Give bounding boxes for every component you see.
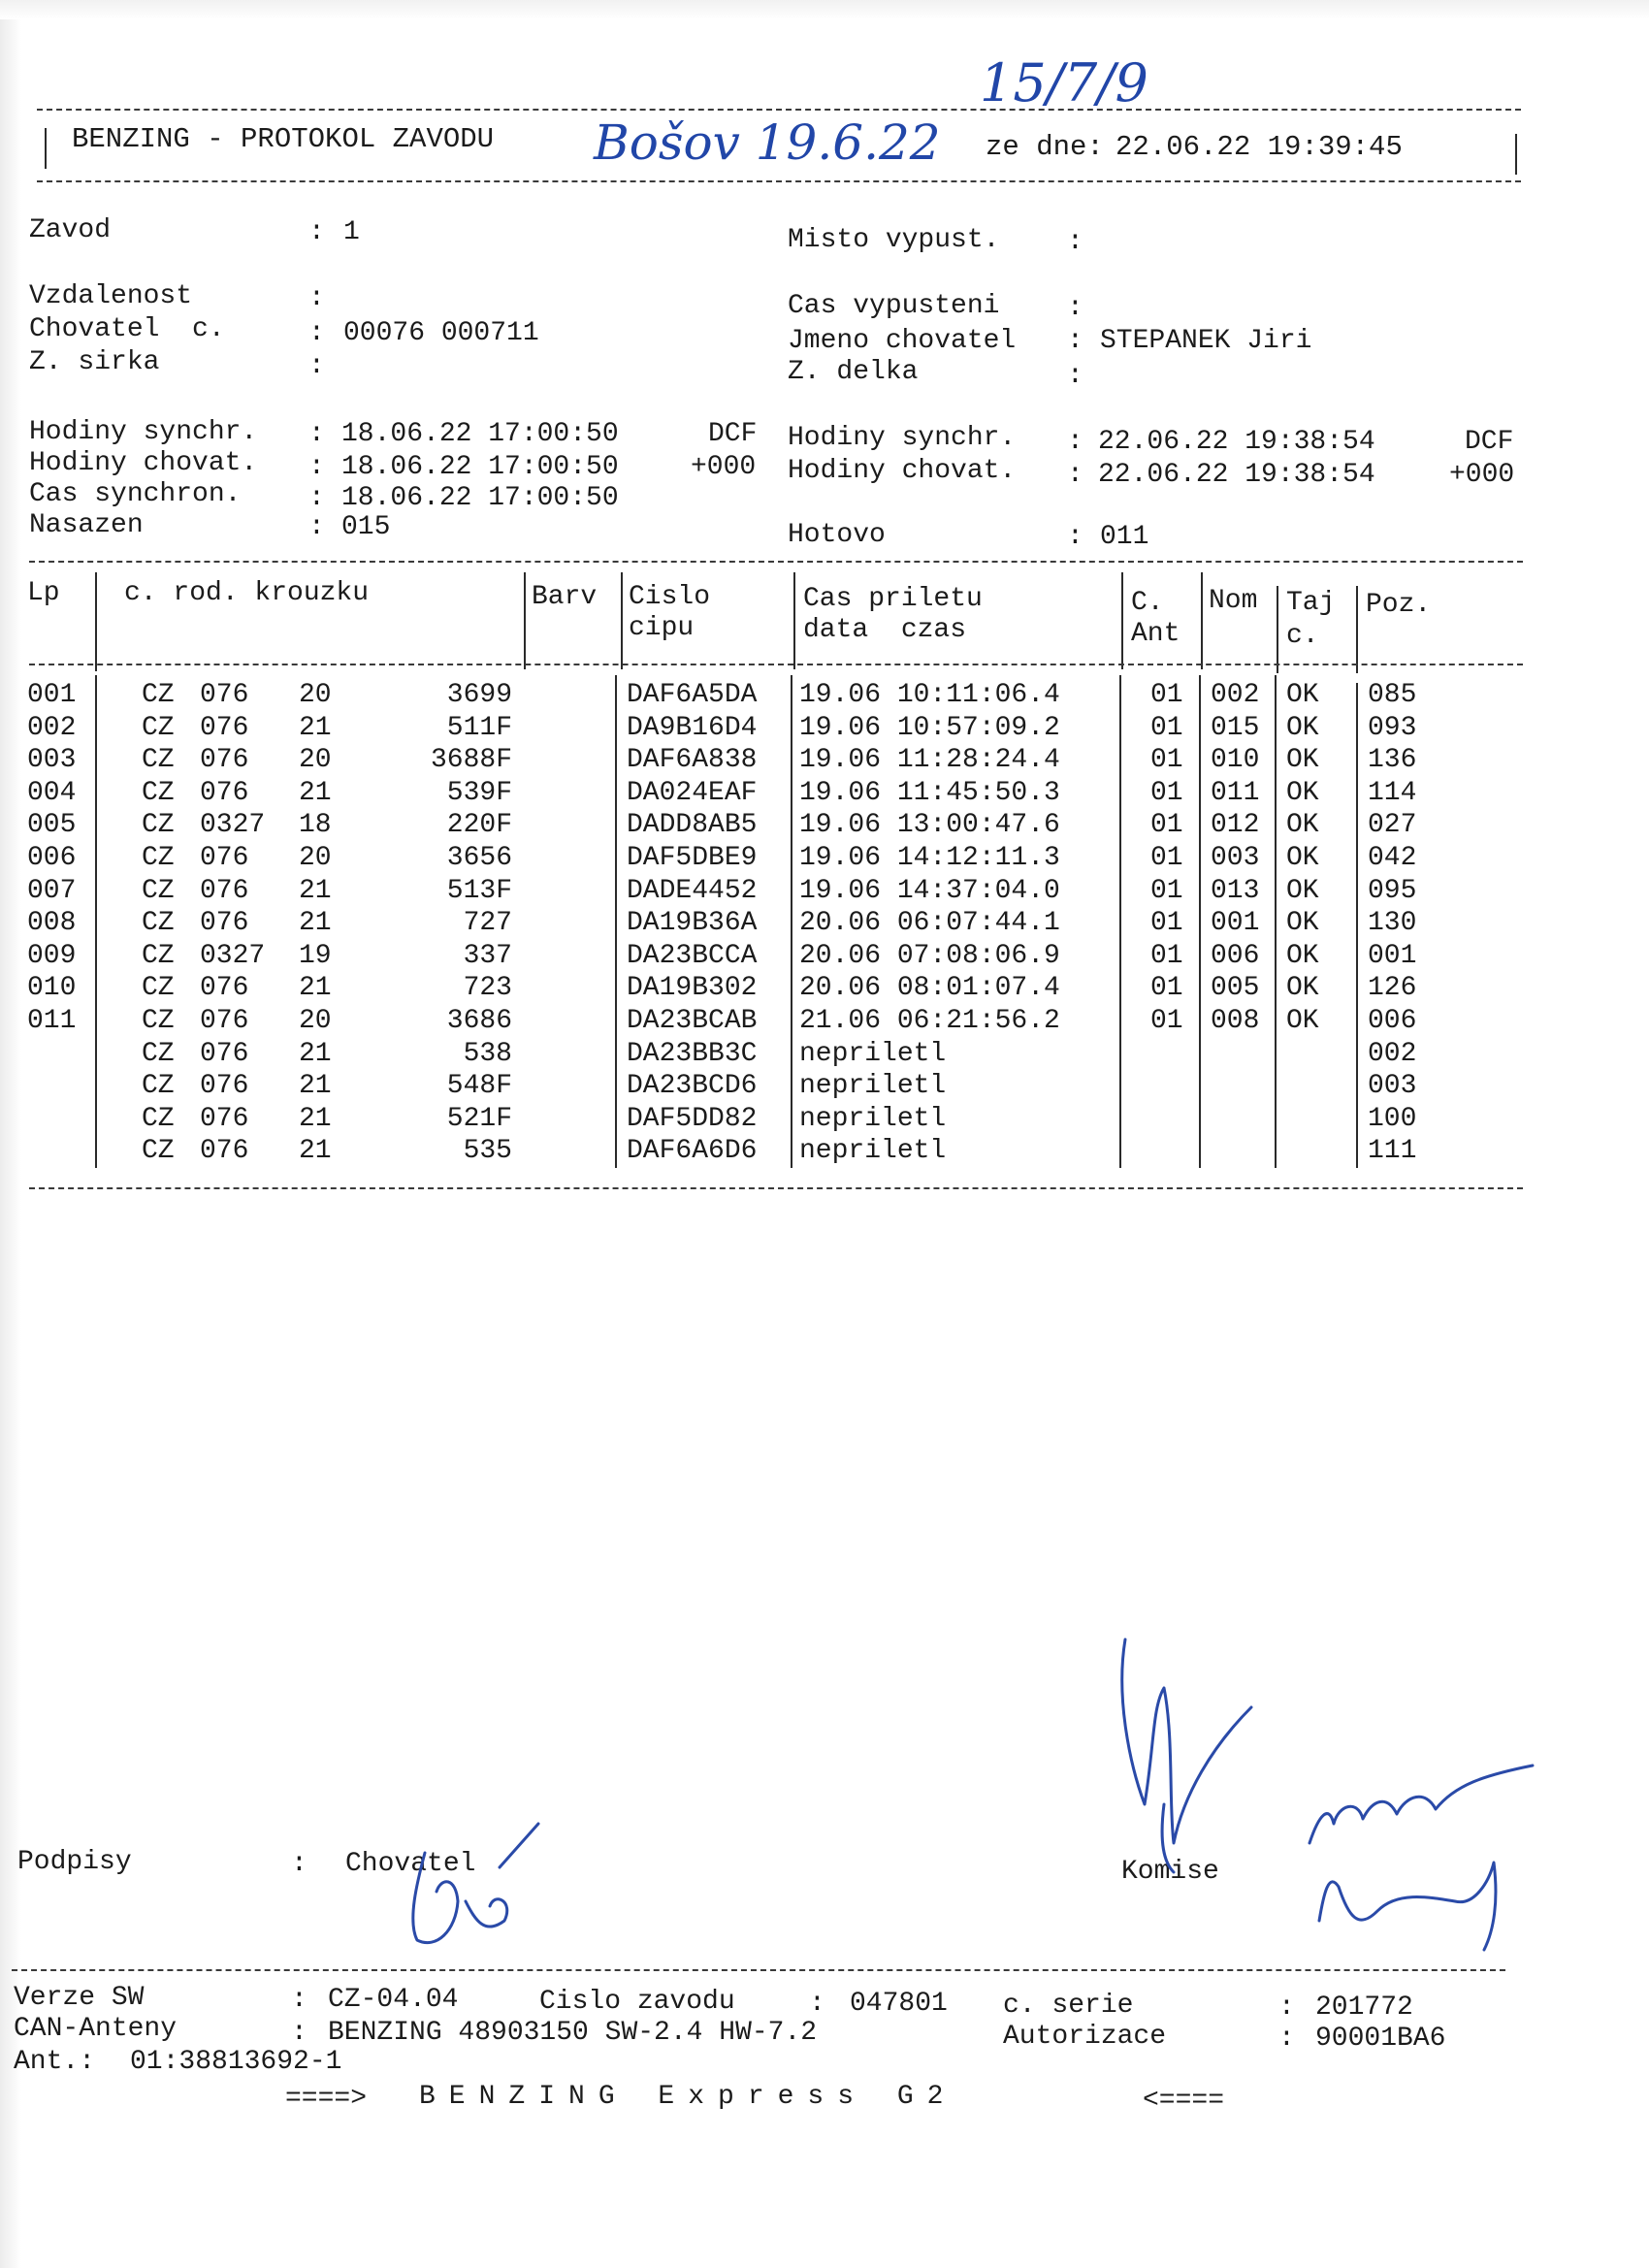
cell-ring: 3699 — [446, 680, 512, 710]
cell-ring: 220F — [446, 810, 512, 841]
cell-taj: OK — [1286, 745, 1319, 776]
hod-chovat-label: Hodiny chovat. — [29, 448, 258, 478]
cell-poz: 095 — [1368, 875, 1417, 906]
cell-chip: DAF6A6D6 — [627, 1136, 758, 1167]
cell-nom: 005 — [1211, 973, 1260, 1004]
cell-poz: 002 — [1368, 1038, 1417, 1069]
colon: : — [1067, 427, 1083, 457]
colon: : — [308, 512, 325, 542]
hod-chovat-right-label: Hodiny chovat. — [788, 456, 1017, 486]
cell-org: 076 — [200, 680, 249, 710]
cell-org: 076 — [200, 973, 249, 1004]
hod-synchr-right-label: Hodiny synchr. — [788, 423, 1017, 453]
cell-ant: 01 — [1150, 875, 1183, 906]
cell-country: CZ — [142, 810, 175, 841]
cell-year: 20 — [299, 680, 332, 710]
cell-nom: 013 — [1211, 875, 1260, 906]
cell-arrival: nepriletl — [799, 1071, 947, 1102]
header-chip-2: cipu — [629, 613, 695, 643]
cell-poz: 126 — [1368, 973, 1417, 1004]
cell-arrival: nepriletl — [799, 1038, 947, 1069]
autorizace-label: Autorizace — [1003, 2022, 1167, 2052]
nasazen-label: Nasazen — [29, 510, 144, 540]
vzdalenost-label: Vzdalenost — [29, 281, 193, 311]
signature-chovatel-label: Chovatel — [345, 1849, 476, 1879]
cell-year: 18 — [299, 810, 332, 841]
cell-year: 21 — [299, 1038, 332, 1069]
cell-lp: 003 — [27, 745, 77, 776]
cell-country: CZ — [142, 745, 175, 776]
ant-value: 01:38813692-1 — [130, 2047, 342, 2077]
cell-country: CZ — [142, 1038, 175, 1069]
cell-poz: 093 — [1368, 712, 1417, 743]
cell-lp: 011 — [27, 1006, 77, 1036]
cell-org: 0327 — [200, 940, 266, 971]
cell-year: 21 — [299, 973, 332, 1004]
hod-synchr-label: Hodiny synchr. — [29, 417, 258, 447]
colon: : — [1067, 522, 1083, 552]
cell-lp: 004 — [27, 777, 77, 808]
colon: : — [291, 2018, 307, 2048]
date-value: 22.06.22 19:39:45 — [1116, 131, 1403, 163]
cas-synchron-label: Cas synchron. — [29, 479, 242, 509]
cell-ring: 521F — [446, 1103, 512, 1134]
cell-ant: 01 — [1150, 908, 1183, 939]
cell-lp: 006 — [27, 843, 77, 873]
cell-poz: 136 — [1368, 745, 1417, 776]
cell-ant: 01 — [1150, 843, 1183, 873]
cislo-zavodu-label: Cislo zavodu — [539, 1987, 735, 2017]
cislo-zavodu-value: 047801 — [850, 1989, 948, 2019]
cell-country: CZ — [142, 1006, 175, 1036]
header-poz: Poz. — [1366, 590, 1432, 620]
cell-lp: 009 — [27, 940, 77, 971]
cell-lp: 001 — [27, 680, 77, 710]
cell-org: 076 — [200, 843, 249, 873]
cell-year: 21 — [299, 777, 332, 808]
cell-nom: 010 — [1211, 745, 1260, 776]
hod-synchr-src: DCF — [708, 419, 758, 449]
signature-chovatel — [413, 1824, 538, 1943]
cell-country: CZ — [142, 680, 175, 710]
cell-country: CZ — [142, 777, 175, 808]
cell-year: 21 — [299, 712, 332, 743]
cell-ring: 3656 — [446, 843, 512, 873]
cell-chip: DAF5DBE9 — [627, 843, 758, 873]
cell-ring: 511F — [446, 712, 512, 743]
chovatel-label: Chovatel c. — [29, 314, 225, 344]
cell-poz: 130 — [1368, 908, 1417, 939]
cell-ant: 01 — [1150, 973, 1183, 1004]
serie-value: 201772 — [1315, 1993, 1413, 2023]
cell-nom: 006 — [1211, 940, 1260, 971]
jmeno-value: STEPANEK Jiri — [1100, 326, 1312, 356]
cell-year: 19 — [299, 940, 332, 971]
cell-nom: 003 — [1211, 843, 1260, 873]
handwritten-code: 15/7/9 — [980, 52, 1148, 113]
colon: : — [1067, 326, 1083, 356]
cell-taj: OK — [1286, 777, 1319, 808]
hod-synchr-right-src: DCF — [1465, 427, 1514, 457]
hod-synchr-value: 18.06.22 17:00:50 — [341, 419, 619, 449]
cell-country: CZ — [142, 973, 175, 1004]
hod-chovat-right-value: 22.06.22 19:38:54 — [1098, 460, 1375, 490]
cell-lp: 005 — [27, 810, 77, 841]
header-arrival-2: data czas — [803, 615, 967, 645]
cell-arrival: 21.06 06:21:56.2 — [799, 1006, 1060, 1036]
cell-arrival: 20.06 07:08:06.9 — [799, 940, 1060, 971]
handwritten-place-date: Bošov 19.6.22 — [594, 114, 941, 171]
cell-poz: 003 — [1368, 1071, 1417, 1102]
cell-ring: 3688F — [430, 745, 512, 776]
cell-country: CZ — [142, 875, 175, 906]
cell-chip: DA19B36A — [627, 908, 758, 939]
cell-nom: 011 — [1211, 777, 1260, 808]
cell-country: CZ — [142, 1136, 175, 1167]
colon: : — [809, 1989, 825, 2019]
signature-komise-3 — [1319, 1863, 1496, 1950]
cell-taj: OK — [1286, 908, 1319, 939]
cell-chip: DA23BB3C — [627, 1038, 758, 1069]
document-title: BENZING - PROTOKOL ZAVODU — [72, 123, 495, 155]
cell-taj: OK — [1286, 810, 1319, 841]
header-nom: Nom — [1209, 586, 1258, 616]
banner-left: ====> — [285, 2084, 368, 2114]
cell-ring: 337 — [463, 940, 512, 971]
cell-ant: 01 — [1150, 940, 1183, 971]
zavod-label: Zavod — [29, 215, 112, 245]
cell-taj: OK — [1286, 973, 1319, 1004]
cell-country: CZ — [142, 843, 175, 873]
colon: : — [1067, 293, 1083, 323]
cell-chip: DA23BCCA — [627, 940, 758, 971]
cell-ring: 538 — [463, 1038, 512, 1069]
cell-nom: 008 — [1211, 1006, 1260, 1036]
cell-poz: 006 — [1368, 1006, 1417, 1036]
banner-right: <==== — [1143, 2086, 1225, 2116]
cell-ant: 01 — [1150, 712, 1183, 743]
cell-arrival: 20.06 08:01:07.4 — [799, 973, 1060, 1004]
header-ant-1: C. — [1131, 588, 1164, 618]
cell-org: 076 — [200, 908, 249, 939]
nasazen-value: 015 — [341, 512, 391, 542]
colon: : — [1278, 1993, 1295, 2023]
cell-ant: 01 — [1150, 1006, 1183, 1036]
cell-chip: DAF6A838 — [627, 745, 758, 776]
cell-country: CZ — [142, 940, 175, 971]
cell-ring: 727 — [463, 908, 512, 939]
ant-label: Ant.: — [14, 2047, 96, 2077]
cell-poz: 114 — [1368, 777, 1417, 808]
cell-arrival: 20.06 06:07:44.1 — [799, 908, 1060, 939]
sirka-label: Z. sirka — [29, 347, 160, 377]
cell-ring: 513F — [446, 875, 512, 906]
header-ant-2: Ant — [1131, 619, 1180, 649]
cell-ring: 723 — [463, 973, 512, 1004]
colon: : — [308, 452, 325, 482]
colon: : — [1067, 460, 1083, 490]
hod-chovat-right-offset: +000 — [1449, 460, 1515, 490]
cell-taj: OK — [1286, 712, 1319, 743]
cell-ant: 01 — [1150, 745, 1183, 776]
cell-country: CZ — [142, 1071, 175, 1102]
verze-label: Verze SW — [14, 1983, 145, 2013]
header-taj-1: Taj — [1286, 588, 1336, 618]
cell-chip: DADD8AB5 — [627, 810, 758, 841]
zavod-value: 1 — [343, 217, 360, 247]
cell-country: CZ — [142, 908, 175, 939]
cell-org: 076 — [200, 875, 249, 906]
can-label: CAN-Anteny — [14, 2014, 178, 2044]
cell-chip: DA19B302 — [627, 973, 758, 1004]
cell-arrival: nepriletl — [799, 1103, 947, 1134]
cell-ant: 01 — [1150, 810, 1183, 841]
cell-taj: OK — [1286, 680, 1319, 710]
cell-chip: DA024EAF — [627, 777, 758, 808]
cell-country: CZ — [142, 1103, 175, 1134]
cell-arrival: 19.06 10:57:09.2 — [799, 712, 1060, 743]
cell-chip: DAF5DD82 — [627, 1103, 758, 1134]
colon: : — [308, 217, 325, 247]
cell-lp: 007 — [27, 875, 77, 906]
colon: : — [291, 1849, 307, 1879]
colon: : — [308, 283, 325, 313]
misto-label: Misto vypust. — [788, 225, 1000, 255]
cell-ring: 548F — [446, 1071, 512, 1102]
cell-lp: 002 — [27, 712, 77, 743]
verze-value: CZ-04.04 — [328, 1985, 459, 2015]
cell-nom: 002 — [1211, 680, 1260, 710]
cell-arrival: 19.06 13:00:47.6 — [799, 810, 1060, 841]
colon: : — [308, 419, 325, 449]
cell-org: 076 — [200, 745, 249, 776]
serie-label: c. serie — [1003, 1991, 1134, 2021]
cell-arrival: 19.06 11:45:50.3 — [799, 777, 1060, 808]
date-label: ze dne: — [986, 131, 1104, 163]
cas-synchron-value: 18.06.22 17:00:50 — [341, 483, 619, 513]
cell-chip: DA9B16D4 — [627, 712, 758, 743]
cell-ring: 539F — [446, 777, 512, 808]
colon: : — [308, 318, 325, 348]
cell-year: 20 — [299, 1006, 332, 1036]
cell-year: 21 — [299, 1136, 332, 1167]
cell-org: 076 — [200, 1103, 249, 1134]
can-value: BENZING 48903150 SW-2.4 HW-7.2 — [328, 2018, 818, 2048]
cell-year: 21 — [299, 875, 332, 906]
cell-year: 21 — [299, 908, 332, 939]
colon: : — [308, 483, 325, 513]
cell-ring: 3686 — [446, 1006, 512, 1036]
colon: : — [308, 351, 325, 381]
cell-chip: DAF6A5DA — [627, 680, 758, 710]
hod-chovat-offset: +000 — [691, 452, 757, 482]
cell-country: CZ — [142, 712, 175, 743]
cell-year: 21 — [299, 1103, 332, 1134]
cell-arrival: 19.06 10:11:06.4 — [799, 680, 1060, 710]
cell-org: 076 — [200, 1136, 249, 1167]
cell-ant: 01 — [1150, 680, 1183, 710]
colon: : — [1067, 227, 1083, 257]
cell-poz: 001 — [1368, 940, 1417, 971]
jmeno-label: Jmeno chovatel — [788, 326, 1017, 356]
footer-rule — [12, 1969, 1505, 1971]
header-taj-2: c. — [1286, 621, 1319, 651]
cell-poz: 085 — [1368, 680, 1417, 710]
cell-org: 076 — [200, 777, 249, 808]
cell-lp: 008 — [27, 908, 77, 939]
cell-lp: 010 — [27, 973, 77, 1004]
cell-arrival: 19.06 14:12:11.3 — [799, 843, 1060, 873]
cell-year: 20 — [299, 843, 332, 873]
banner-text: BENZING Express G2 — [419, 2082, 957, 2112]
cell-nom: 012 — [1211, 810, 1260, 841]
cell-org: 076 — [200, 1006, 249, 1036]
autorizace-value: 90001BA6 — [1315, 2024, 1446, 2054]
header-barv: Barv — [532, 582, 598, 612]
header-lp: Lp — [27, 578, 60, 608]
cell-arrival: nepriletl — [799, 1136, 947, 1167]
cell-chip: DA23BCD6 — [627, 1071, 758, 1102]
cell-year: 20 — [299, 745, 332, 776]
signatures-label: Podpisy — [17, 1847, 132, 1877]
cell-poz: 111 — [1368, 1136, 1417, 1167]
cell-org: 0327 — [200, 810, 266, 841]
delka-label: Z. delka — [788, 357, 919, 387]
hotovo-value: 011 — [1100, 522, 1149, 552]
cas-vypusteni-label: Cas vypusteni — [788, 291, 1000, 321]
cell-org: 076 — [200, 1071, 249, 1102]
cell-chip: DA23BCAB — [627, 1006, 758, 1036]
cell-ant: 01 — [1150, 777, 1183, 808]
hotovo-label: Hotovo — [788, 520, 886, 550]
cell-arrival: 19.06 11:28:24.4 — [799, 745, 1060, 776]
cell-taj: OK — [1286, 875, 1319, 906]
cell-taj: OK — [1286, 1006, 1319, 1036]
cell-poz: 042 — [1368, 843, 1417, 873]
header-arrival-1: Cas priletu — [803, 584, 983, 614]
cell-ring: 535 — [463, 1136, 512, 1167]
signature-komise-1 — [1122, 1639, 1251, 1872]
hod-chovat-value: 18.06.22 17:00:50 — [341, 452, 619, 482]
colon: : — [291, 1985, 307, 2015]
cell-org: 076 — [200, 1038, 249, 1069]
cell-chip: DADE4452 — [627, 875, 758, 906]
cell-nom: 001 — [1211, 908, 1260, 939]
header-ring: c. rod. krouzku — [124, 578, 370, 608]
colon: : — [1278, 2024, 1295, 2054]
signature-komise-label: Komise — [1121, 1857, 1219, 1887]
header-chip-1: Cislo — [629, 582, 711, 612]
hod-synchr-right-value: 22.06.22 19:38:54 — [1098, 427, 1375, 457]
cell-taj: OK — [1286, 940, 1319, 971]
colon: : — [1067, 361, 1083, 391]
cell-arrival: 19.06 14:37:04.0 — [799, 875, 1060, 906]
signature-komise-2 — [1310, 1766, 1533, 1843]
chovatel-value: 00076 000711 — [343, 318, 539, 348]
cell-year: 21 — [299, 1071, 332, 1102]
cell-poz: 100 — [1368, 1103, 1417, 1134]
cell-taj: OK — [1286, 843, 1319, 873]
cell-nom: 015 — [1211, 712, 1260, 743]
cell-org: 076 — [200, 712, 249, 743]
cell-poz: 027 — [1368, 810, 1417, 841]
